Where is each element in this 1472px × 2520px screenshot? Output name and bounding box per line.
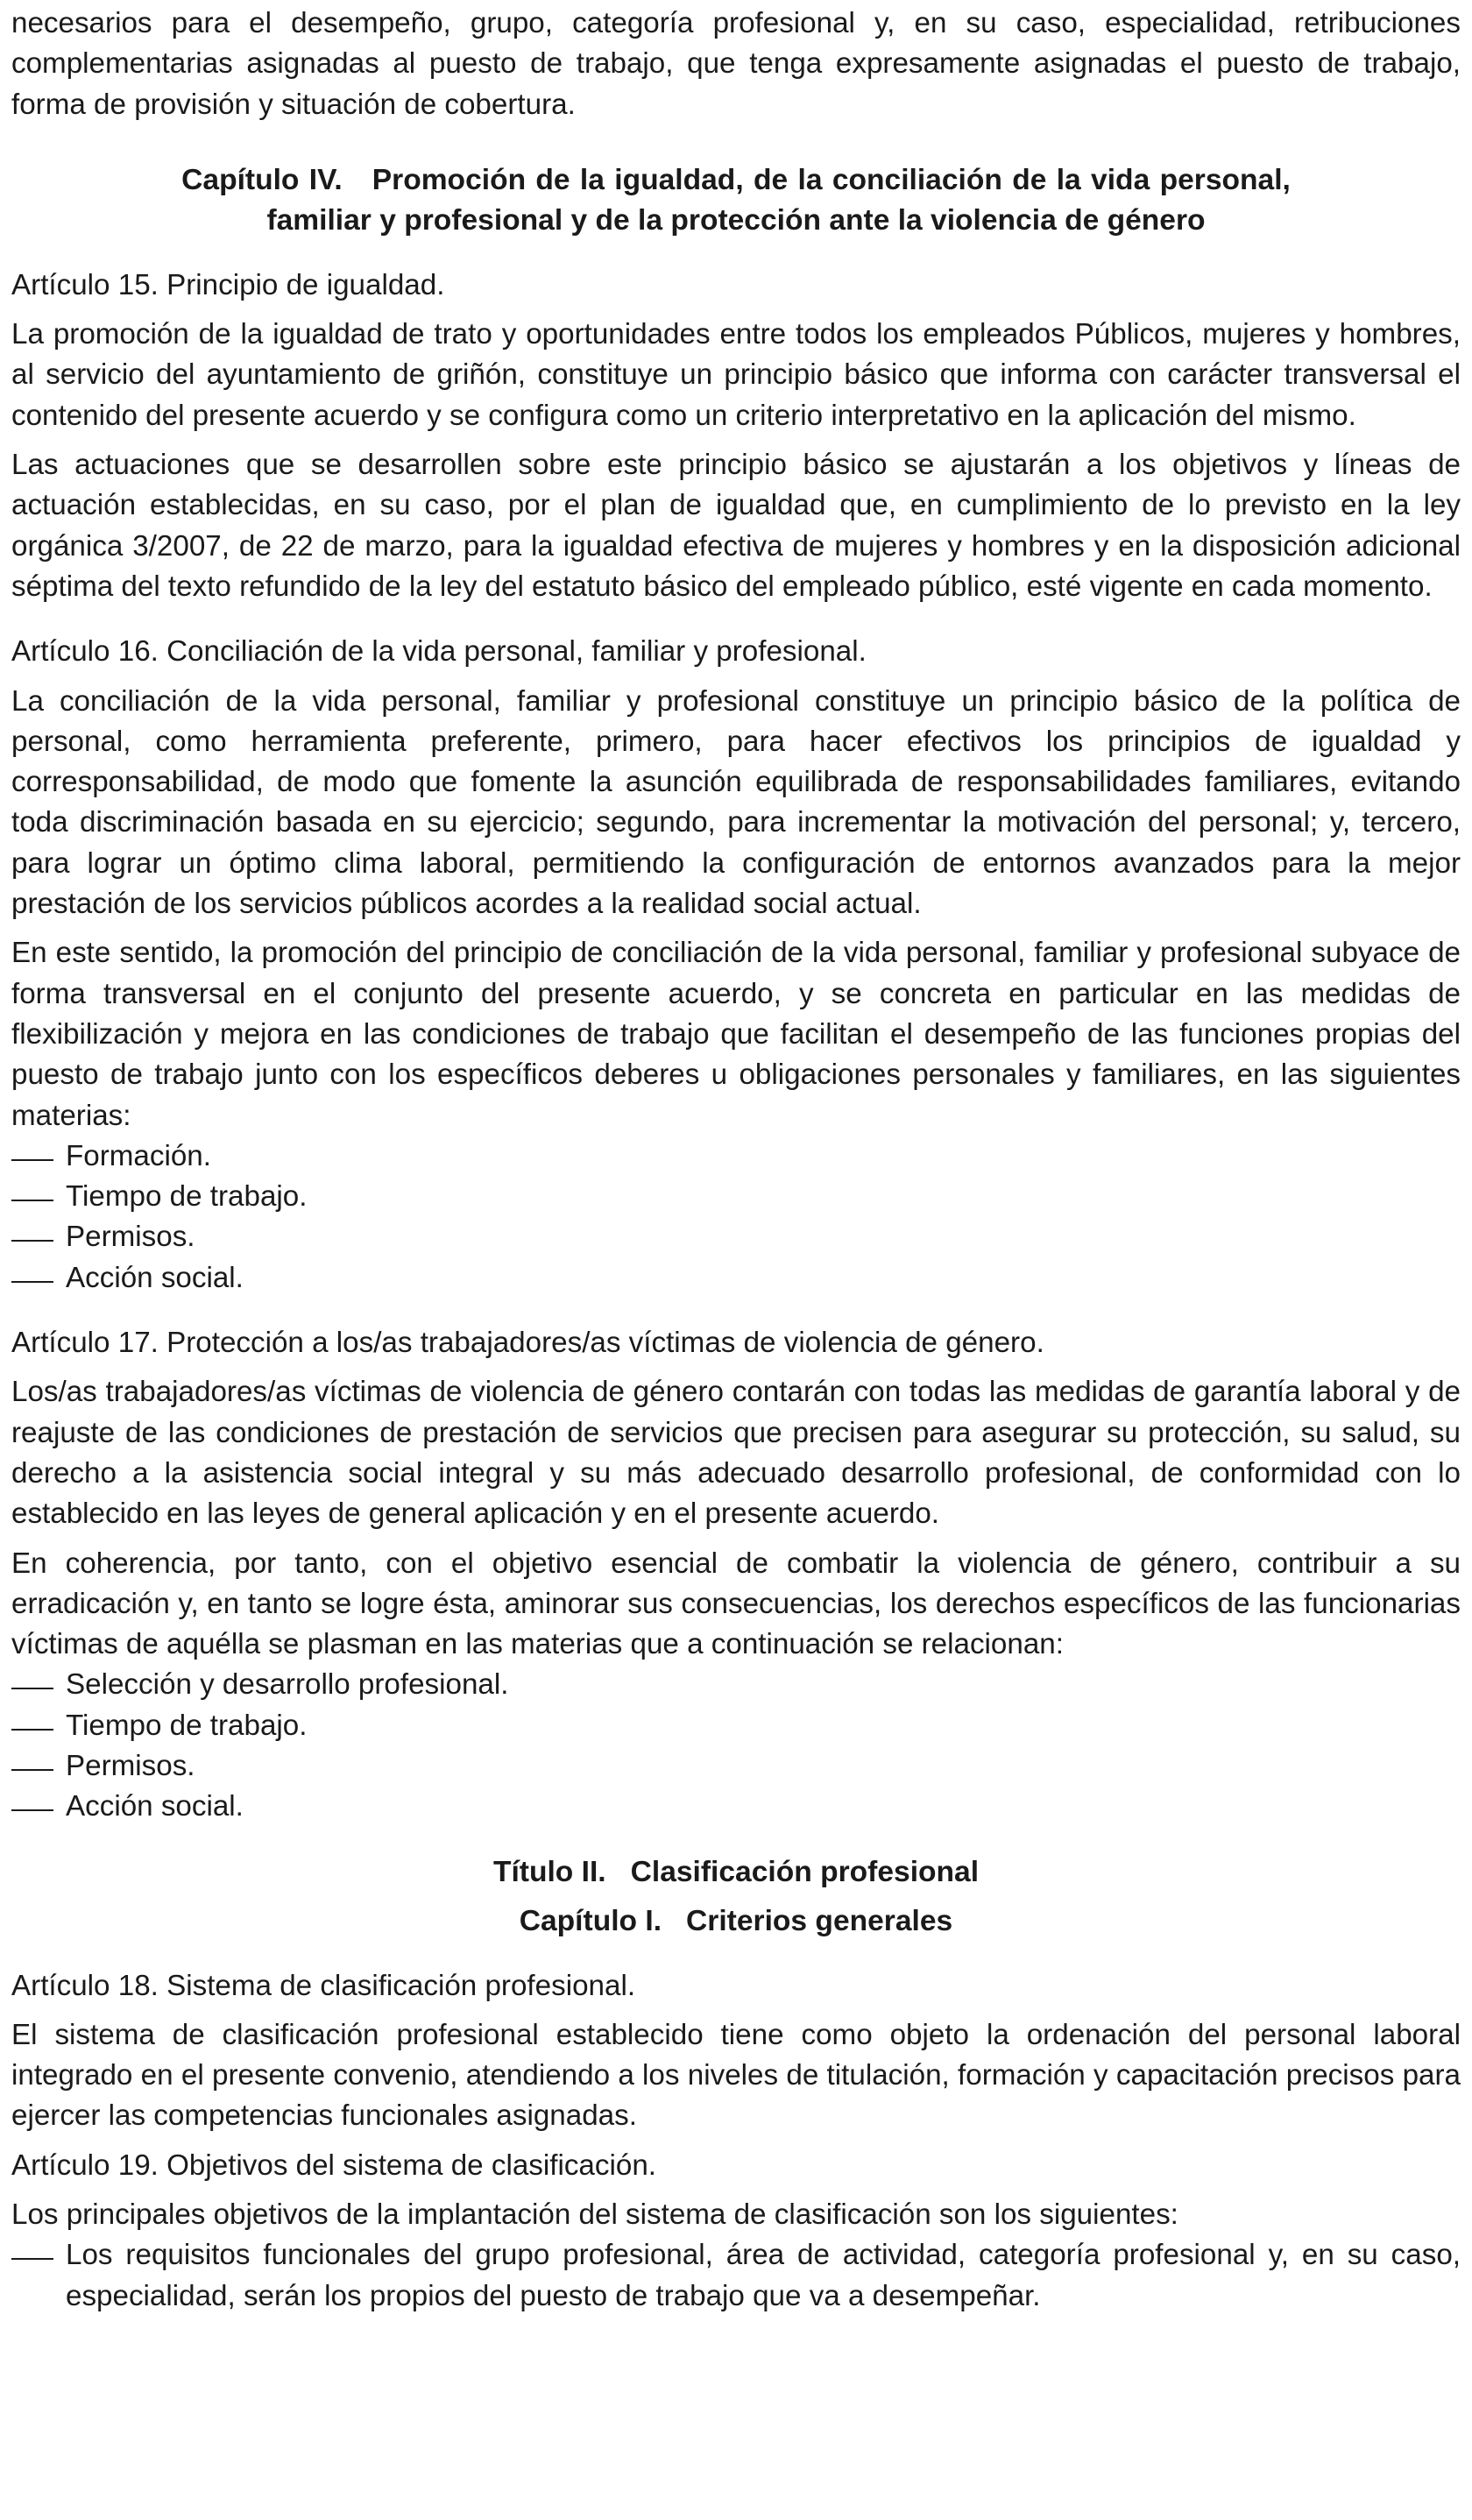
art16-list — [11, 1136, 1461, 1299]
list-item: Tiempo de trabajo. — [11, 1177, 1461, 1217]
document-page — [11, 4, 1461, 2317]
list-item: Acción social. — [11, 1258, 1461, 1299]
dash-bullet-icon — [11, 1200, 53, 1201]
intro-paragraph: necesarios para el desempeño, grupo, categoría profesional y, en su caso, especialidad, retribuciones complementarias asignadas al puesto de trabajo, que tenga expresamente asignadas el puesto de trabajo, forma de provisión y situación de cobertura. — [11, 7, 1461, 121]
art19-list — [11, 2235, 1461, 2317]
titulo-ii-heading: Título II. Clasificación profesional — [492, 1855, 980, 1888]
art16-heading: Artículo 16. Conciliación de la vida personal, familiar y profesional. — [11, 635, 867, 669]
dash-bullet-icon — [11, 1688, 53, 1689]
dash-bullet-icon — [11, 1729, 53, 1731]
chapter-iv-heading — [11, 160, 1461, 241]
list-item: Los requisitos funcionales del grupo profesional, área de actividad, categoría profesional y, en su caso, especialidad, serán los propios del puesto de trabajo que va a desempeñar. — [11, 2235, 1461, 2317]
dash-bullet-icon — [11, 1281, 53, 1283]
art18-heading: Artículo 18. Sistema de clasificación profesional. — [11, 1969, 636, 2002]
list-item: Permisos. — [11, 1746, 1461, 1787]
art16-paragraph-1: La conciliación de la vida personal, familiar y profesional constituye un principio básico de la política de personal, como herramienta preferente, primero, para hacer efectivos los principios de igualdad y corresponsabilidad, de modo que fomente la asunción equilibrada de responsabilidades familiares, evitando toda discriminación basada en su ejercicio; segundo, para incrementar la motivación del personal; y, tercero, para lograr un óptimo clima laboral, permitiendo la configuración de entornos avanzados para la mejor prestación de los servicios públicos acordes a la realidad social actual. — [11, 684, 1461, 921]
art19-heading: Artículo 19. Objetivos del sistema de clasificación. — [11, 2148, 656, 2182]
dash-bullet-icon — [11, 1769, 53, 1771]
list-item: Acción social. — [11, 1787, 1461, 1827]
list-item: Tiempo de trabajo. — [11, 1706, 1461, 1746]
art15-paragraph-1: La promoción de la igualdad de trato y oportunidades entre todos los empleados Públicos, mujeres y hombres, al servicio del ayuntamiento de griñón, constituye un principio básico que informa con carácter transversal el contenido del presente acuerdo y se configura como un criterio interpretativo en la aplicación del mismo. — [11, 318, 1461, 432]
art16-paragraph-2: En este sentido, la promoción del principio de conciliación de la vida personal, familiar y profesional subyace de forma transversal en el conjunto del presente acuerdo, y se concreta en particular en las medidas de flexibilización y mejora en las condiciones de trabajo que facilitan el desempeño de las funciones propias del puesto de trabajo junto con los específicos deberes u obligaciones personales y familiares, en las siguientes materias: — [11, 937, 1461, 1132]
art15-heading: Artículo 15. Principio de igualdad. — [11, 268, 445, 301]
list-item: Permisos. — [11, 1217, 1461, 1257]
art19-paragraph-1: Los principales objetivos de la implantación del sistema de clasificación son los siguientes: — [11, 2198, 1178, 2232]
dash-bullet-icon — [11, 1159, 53, 1161]
chapter-iv-line-2: familiar y profesional y de la protección ante la violencia de género — [266, 203, 1206, 237]
art17-list — [11, 1665, 1461, 1827]
art18-paragraph-1: El sistema de clasificación profesional establecido tiene como objeto la ordenación del personal laboral integrado en el presente convenio, atendiendo a los niveles de titulación, formación y capacitación precisos para ejercer las competencias funcionales asignadas. — [11, 2018, 1461, 2133]
list-item: Selección y desarrollo profesional. — [11, 1665, 1461, 1705]
chapter-iv-line-1: Capítulo IV. Promoción de la igualdad, de la conciliación de la vida personal, — [181, 163, 1291, 196]
art17-heading: Artículo 17. Protección a los/as trabajadores/as víctimas de violencia de género. — [11, 1327, 1044, 1360]
dash-bullet-icon — [11, 2258, 53, 2260]
art17-paragraph-1: Los/as trabajadores/as víctimas de violencia de género contarán con todas las medidas de garantía laboral y de reajuste de las condiciones de prestación de servicios que precisen para asegurar su protección, su salud, su derecho a la asistencia social integral y su más adecuado desarrollo profesional, de conformidad con lo establecido en las leyes de general aplicación y en el presente acuerdo. — [11, 1376, 1461, 1531]
list-item: Formación. — [11, 1136, 1461, 1177]
dash-bullet-icon — [11, 1240, 53, 1242]
art17-paragraph-2: En coherencia, por tanto, con el objetivo esencial de combatir la violencia de género, contribuir a su erradicación y, en tanto se logre ésta, aminorar sus consecuencias, los derechos específicos de las funcionarias víctimas de aquélla se plasman en las materias que a continuación se relacionan: — [11, 1547, 1461, 1661]
dash-bullet-icon — [11, 1809, 53, 1811]
art15-paragraph-2: Las actuaciones que se desarrollen sobre este principio básico se ajustarán a los objetivos y líneas de actuación establecidas, en su caso, por el plan de igualdad que, en cumplimiento de lo previsto en la ley orgánica 3/2007, de 22 de marzo, para la igualdad efectiva de mujeres y hombres y en la disposición adicional séptima del texto refundido de la ley del estatuto básico del empleado público, esté vigente en cada momento. — [11, 449, 1461, 603]
capitulo-i-heading: Capítulo I. Criterios generales — [519, 1904, 953, 1937]
